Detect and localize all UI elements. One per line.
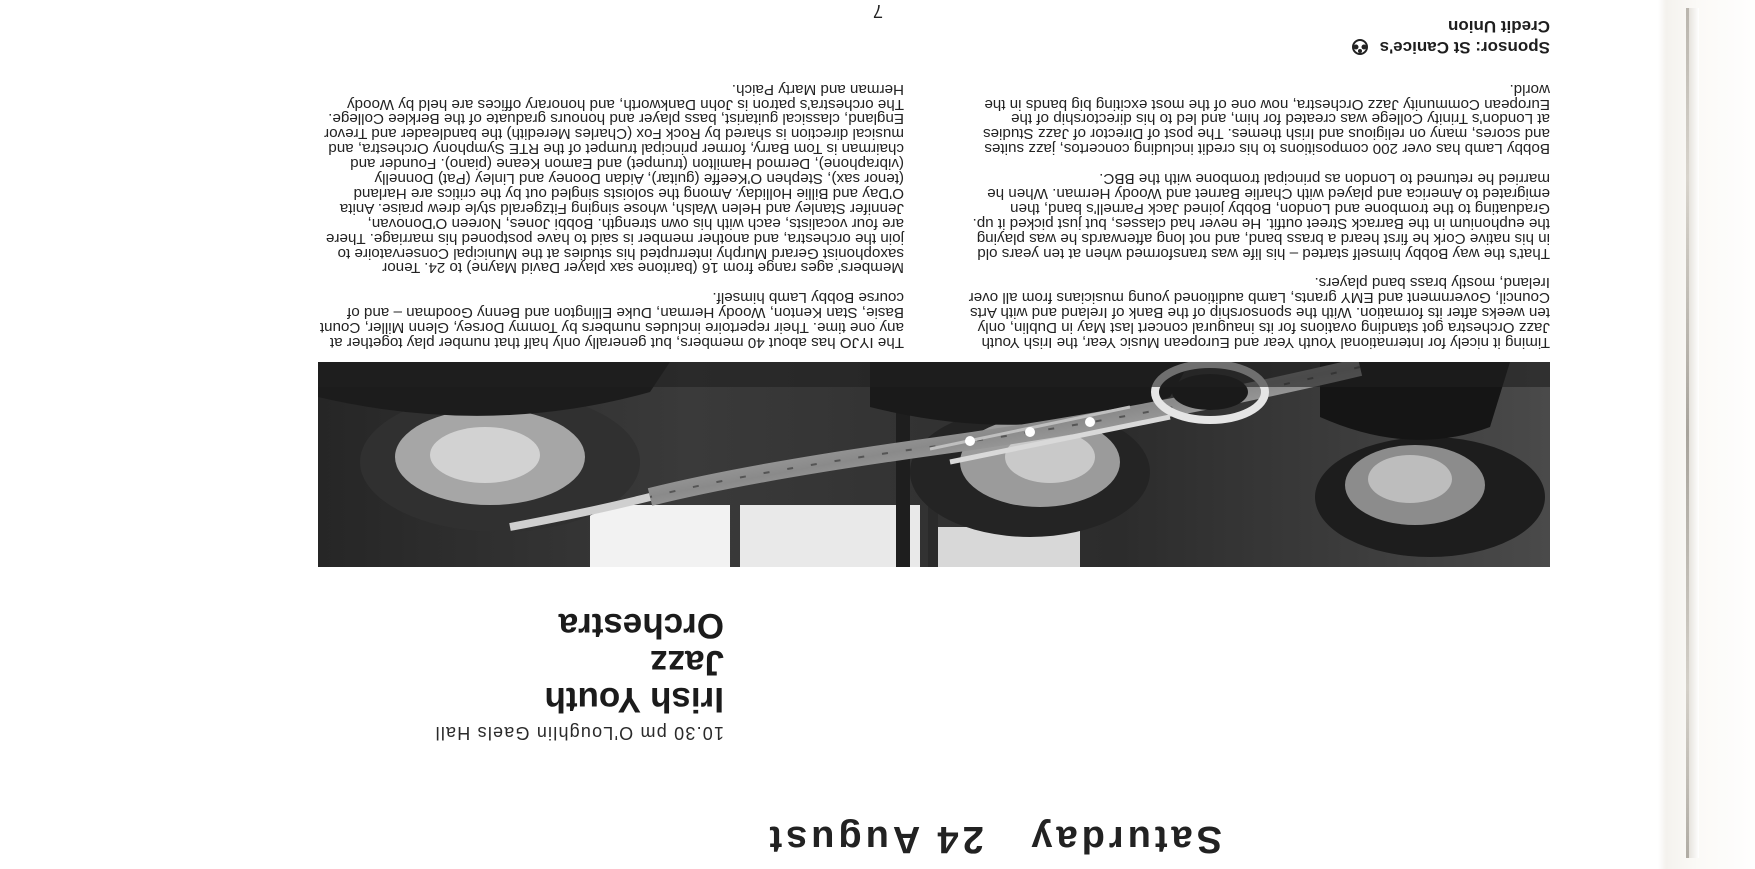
event-title — [544, 607, 724, 718]
booklet-binding-edge — [1658, 0, 1755, 869]
sponsor-line-1 — [1150, 37, 1550, 57]
article-column-left — [968, 66, 1550, 349]
saxophone-player-photo-icon — [318, 362, 1550, 567]
credit-union-logo-icon — [1350, 39, 1370, 55]
event-title-line-3: Orchestra — [558, 606, 724, 645]
sponsor-line-2: Credit Union — [1448, 17, 1550, 36]
article-paragraph: That's the way Bobby himself started – his life was transformed when at ten years old in his native Cork he first heard a brass band, and not long afterwards he was playing the euphonium in the Barrack Street outfit. He never had classes, but just picked it up. Graduating to the trombone and London, Bobby joined Jack Parnell's band, then emigrated to America and played with Charlie Barnet and Woody Herman. When he married he returned to London as principal trombone with the BBC. — [972, 170, 1550, 262]
event-title-line-1: Irish Youth — [544, 680, 724, 719]
page-number: 7 — [872, 1, 883, 21]
article-paragraph: Bobby Lamb has over 200 compositions to his credit including concertos, jazz suites and scores, many on religious and Irish themes. The post of Director of Jazz Studies at London's Trinity College was created for him, and led to his directorship of the European Community Jazz Orchestra, now one of the most exciting big bands in the world. — [983, 80, 1550, 158]
time-venue: 10.30 pm O'Loughlin Gaels Hall — [434, 723, 724, 743]
article-paragraph: Members' ages range from 16 (baritone sax player David Mayne) to 24. Tenor saxophonist Gerard Murphy interrupted his studies at the Municipal Conservatoire to join the orchestra, and another member is said to have postponed his marriage. There are four vocalists, each with his own strength. Bobbi Jones, Noreen O'Donovan, Jennifer Stanley and Helen Walsh, whose singing Fitzgerald style drew praise. Anita O'Day and Billie Holliday. Among the soloists singled out by the critics are Harland (tenor sax), Stephen O'Keeffe (guitar), Aidan Dooney and Linley (Pat) Donnelly (vibraphone), Dermod Hamilton (trumpet) and Eamon Keane (piano). Founder and chairman is Tom Barry, former principal trumpet of the RTE Symphony Orchestra, and musical direction is shared by Rock Fox (Charles Meredith) the bandleader and Trevor England, classical guitarist, bass player and honours graduate of the Berklee College. The orchestra's patron is John Dankworth, and honorary offices are held by Woody Herman and Marty Paich. — [324, 80, 904, 277]
programme-page — [140, 0, 1550, 869]
sponsor-credit — [1150, 16, 1550, 57]
sponsor-label: Sponsor: St Canice's — [1379, 38, 1550, 57]
date-heading: Saturday 24 August — [765, 818, 1222, 860]
article-column-right — [318, 66, 904, 349]
binding-shadow — [1689, 8, 1699, 858]
article-paragraph: The IYJO has about 40 members, but generally only half that number play together at any one time. Their repertoire includes numbers by Tommy Dorsey, Glenn Miller, Count Basie, Stan Kenton, Woody Herman, Duke Ellington and Benny Goodman – and of course Bobby Lamb himself. — [319, 289, 904, 351]
event-title-line-2: Jazz — [650, 643, 724, 682]
article-paragraph: Timing it nicely for International Youth Year and European Music Year, the Irish Youth Jazz Orchestra got standing ovations for its inaugural concert last May in Dublin, only ten weeks after its formation. With the sponsorship of the Bank of Ireland and with Arts Council, Government and EMY grants, Lamb auditioned young musicians from all over Ireland, mostly brass band players. — [968, 274, 1550, 351]
